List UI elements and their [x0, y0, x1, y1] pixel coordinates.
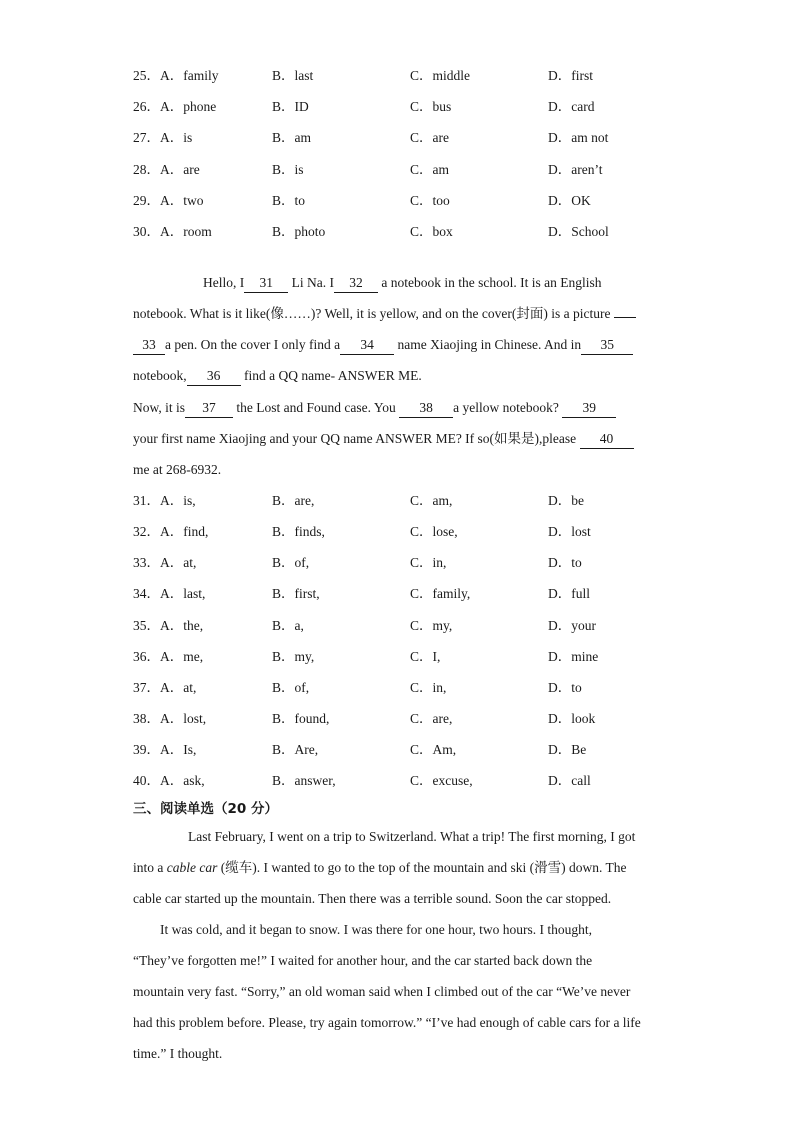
passage-line: notebook. What is it like(像……)? Well, it is yellow, and on the cover(封面) is a picture [133, 298, 673, 329]
passage-line: notebook, 36 find a QQ name- ANSWER ME. [133, 360, 673, 391]
option-a: 25．A．family [133, 68, 219, 83]
question-row-31 [133, 485, 673, 516]
question-row-35 [133, 610, 673, 641]
blank-31: 31 [244, 274, 288, 293]
option-a: 37．A．at, [133, 679, 197, 695]
option-a: 38．A．lost, [133, 711, 207, 727]
options-block-31-40 [133, 485, 673, 797]
option-d: D．lost [548, 523, 591, 539]
question-row-27 [133, 122, 673, 153]
question-row-32 [133, 516, 673, 547]
blank-39: 39 [562, 399, 616, 418]
question-row-38 [133, 703, 673, 734]
option-b: B．of, [272, 679, 310, 695]
option-c: C．am, [410, 492, 453, 508]
reading-line: “They’ve forgotten me!” I waited for another hour, and the car started back down the [133, 953, 593, 969]
option-a: 35．A．the, [133, 617, 204, 633]
option-d: D．look [548, 711, 596, 727]
vocab-term: cable car [166, 859, 218, 875]
option-b: B．are, [272, 492, 315, 508]
question-row-26 [133, 91, 673, 122]
option-d: D．Be [548, 742, 587, 758]
reading-line: mountain very fast. “Sorry,” an old woman said when I climbed out of the car “We’ve never [133, 984, 631, 1000]
option-b: B．to [272, 192, 306, 208]
option-c: C．in, [410, 679, 447, 695]
option-c: C．am [410, 161, 449, 177]
blank-33-start [614, 317, 636, 318]
option-d: D．be [548, 492, 584, 508]
blank-35: 35 [581, 336, 633, 355]
option-a: 28．A．are [133, 161, 200, 177]
cloze-passage [133, 267, 673, 485]
option-b: B．first, [272, 586, 320, 602]
option-a: 27．A．is [133, 130, 193, 146]
option-c: C．too [410, 192, 450, 208]
option-b: B．am [272, 130, 311, 146]
passage-line: me at 268-6932. [133, 461, 222, 477]
reading-line: into a cable car (缆车). I wanted to go to the top of the mountain and ski (滑雪) down. The [133, 859, 627, 875]
option-b: B．of, [272, 555, 310, 571]
question-row-28 [133, 154, 673, 185]
question-row-40 [133, 765, 673, 796]
option-c: C．box [410, 223, 453, 239]
option-d: D．School [548, 223, 609, 239]
spacer [133, 247, 673, 267]
option-b: B．found, [272, 711, 330, 727]
option-b: B．answer, [272, 773, 336, 789]
question-row-29 [133, 185, 673, 216]
question-row-33 [133, 547, 673, 578]
option-c: C．excuse, [410, 773, 473, 789]
option-a: 30．A．room [133, 223, 212, 239]
option-d: D．mine [548, 648, 599, 664]
question-row-39 [133, 734, 673, 765]
option-c: C．Am, [410, 742, 457, 758]
option-c: C．middle [410, 68, 470, 83]
blank-38: 38 [399, 399, 453, 418]
option-c: C．are, [410, 711, 453, 727]
option-b: B．photo [272, 223, 326, 239]
blank-36: 36 [187, 367, 241, 386]
reading-line: time.” I thought. [133, 1046, 223, 1062]
blank-40: 40 [580, 430, 634, 449]
passage-line: 33 a pen. On the cover I only find a 34 name Xiaojing in Chinese. And in 35 [133, 329, 673, 360]
option-d: D．to [548, 679, 582, 695]
option-b: B．ID [272, 99, 309, 115]
option-c: C．I, [410, 648, 441, 664]
option-b: B．my, [272, 648, 315, 664]
blank-34: 34 [340, 336, 394, 355]
question-row-34 [133, 578, 673, 609]
section-title: 三、阅读单选（20 分） [133, 800, 278, 817]
reading-line: had this problem before. Please, try again tomorrow.” “I’ve had enough of cable cars for a life [133, 1015, 641, 1031]
option-c: C．bus [410, 99, 452, 115]
option-c: C．my, [410, 617, 453, 633]
option-a: 29．A．two [133, 192, 204, 208]
option-a: 33．A．at, [133, 555, 197, 571]
option-b: B．last [272, 68, 314, 83]
option-a: 34．A．last, [133, 586, 206, 602]
option-c: C．are [410, 130, 449, 146]
option-b: B．Are, [272, 742, 319, 758]
reading-line: Last February, I went on a trip to Switzerland. What a trip! The first morning, I got [188, 828, 636, 844]
option-c: C．in, [410, 555, 447, 571]
reading-line: cable car started up the mountain. Then there was a terrible sound. Soon the car stopped. [133, 890, 612, 906]
option-b: B．is [272, 161, 304, 177]
passage-line: Hello, I 31 Li Na. I 32 a notebook in the school. It is an English [133, 267, 673, 298]
option-d: D．full [548, 586, 590, 602]
option-d: D．first [548, 68, 593, 83]
blank-37: 37 [185, 399, 233, 418]
option-a: 39．A．Is, [133, 742, 197, 758]
option-a: 31．A．is, [133, 492, 196, 508]
question-row-30 [133, 216, 673, 247]
option-d: D．OK [548, 192, 591, 208]
passage-line: Now, it is 37 the Lost and Found case. You 38 a yellow notebook? 39 [133, 392, 673, 423]
option-d: D．card [548, 99, 595, 115]
blank-33: 33 [133, 336, 165, 355]
option-d: D．to [548, 555, 582, 571]
question-row-37 [133, 672, 673, 703]
option-d: D．call [548, 773, 591, 789]
question-row-36 [133, 641, 673, 672]
option-b: B．finds, [272, 523, 325, 539]
options-block-25-30 [133, 60, 673, 247]
option-c: C．family, [410, 586, 471, 602]
reading-line: It was cold, and it began to snow. I was there for one hour, two hours. I thought, [160, 921, 592, 937]
option-d: D．your [548, 617, 596, 633]
exam-page [133, 60, 673, 1069]
blank-32: 32 [334, 274, 378, 293]
question-row-25 [133, 60, 673, 91]
option-a: 36．A．me, [133, 648, 204, 664]
passage-line: your first name Xiaojing and your QQ name ANSWER ME? If so(如果是),please 40 [133, 423, 673, 454]
option-a: 32．A．find, [133, 523, 209, 539]
option-a: 26．A．phone [133, 99, 217, 115]
option-a: 40．A．ask, [133, 773, 205, 789]
option-d: D．aren’t [548, 161, 603, 177]
option-c: C．lose, [410, 523, 458, 539]
option-b: B．a, [272, 617, 304, 633]
option-d: D．am not [548, 130, 609, 146]
reading-passage [133, 821, 673, 1070]
